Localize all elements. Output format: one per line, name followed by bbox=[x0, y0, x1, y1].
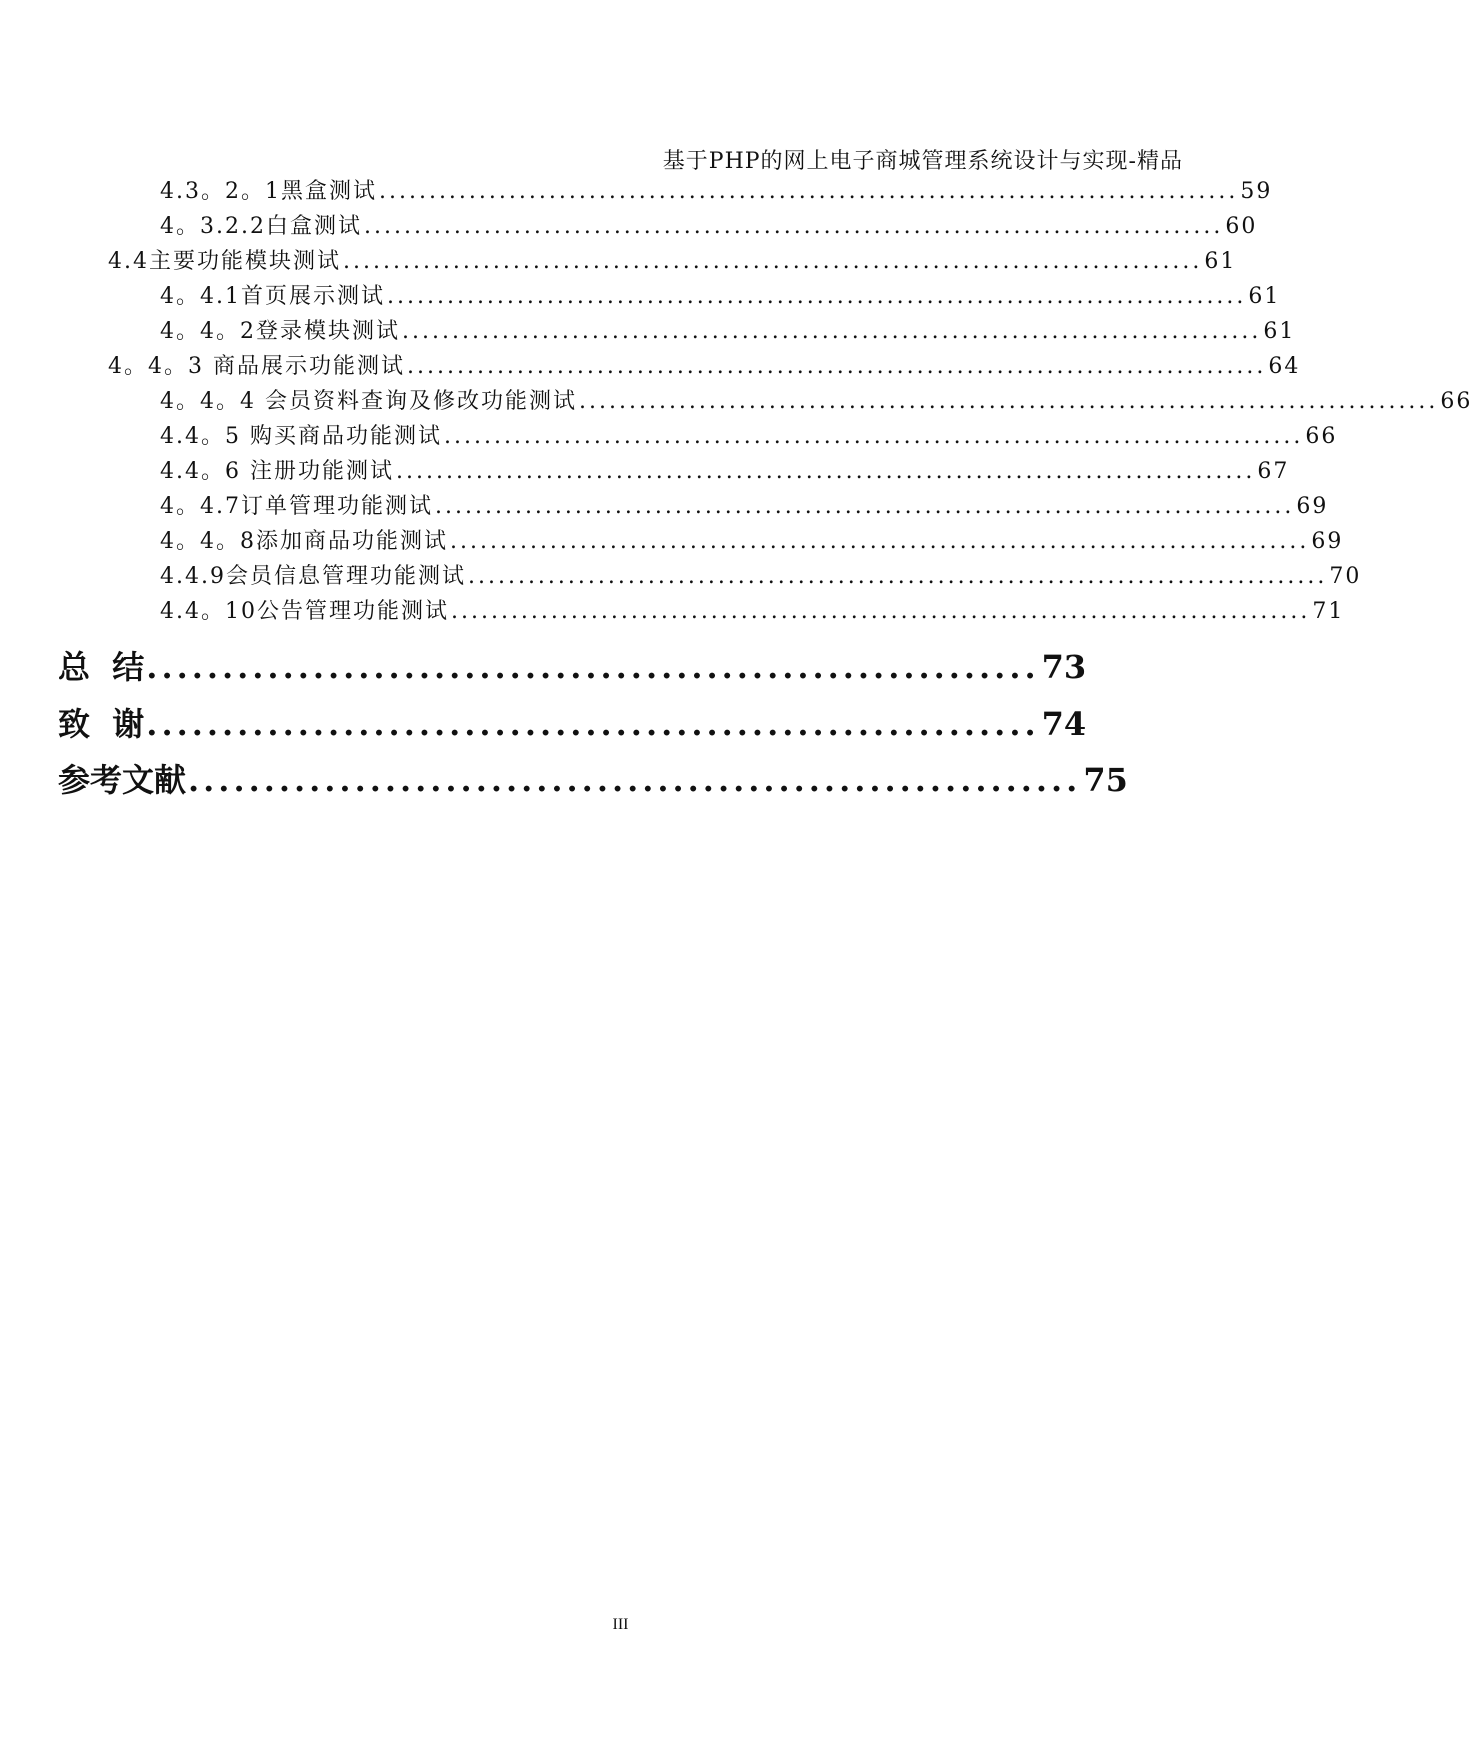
toc-entry-title: 4。4.1首页展示测试 bbox=[160, 284, 385, 309]
toc-entry-major[interactable] bbox=[58, 644, 1087, 690]
toc-entry-title: 4。4。2登录模块测试 bbox=[160, 319, 400, 344]
toc-entry-major[interactable] bbox=[58, 757, 1128, 803]
toc-entry-title: 4。4.7订单管理功能测试 bbox=[160, 494, 433, 519]
toc-entry[interactable] bbox=[160, 422, 1338, 452]
toc-dot-leader: ........................................................... bbox=[188, 761, 1082, 799]
toc-entry[interactable] bbox=[160, 177, 1273, 207]
toc-entry[interactable] bbox=[160, 562, 1362, 592]
toc-entry[interactable] bbox=[160, 317, 1296, 347]
toc-entry-page: 59 bbox=[1240, 179, 1273, 204]
toc-entry[interactable] bbox=[160, 527, 1344, 557]
page-number: III bbox=[612, 1616, 629, 1633]
toc-entry-page: 69 bbox=[1311, 529, 1344, 554]
toc-entry-page: 71 bbox=[1312, 599, 1345, 624]
toc-entry-title: 4.4。5 购买商品功能测试 bbox=[160, 424, 442, 449]
running-header: 基于PHP的网上电子商城管理系统设计与实现-精品 bbox=[662, 149, 1183, 174]
toc-dot-leader: ........................................................... bbox=[146, 705, 1040, 743]
toc-entry-title: 4。4。3 商品展示功能测试 bbox=[108, 354, 405, 379]
toc-entry-title: 总 结 bbox=[58, 648, 145, 686]
toc-entry-page: 67 bbox=[1257, 459, 1290, 484]
toc-entry-page: 75 bbox=[1083, 761, 1128, 799]
toc-dot-leader: ...................................................................................... bbox=[343, 249, 1203, 274]
toc-entry[interactable] bbox=[160, 282, 1281, 312]
toc-entry-page: 60 bbox=[1225, 214, 1258, 239]
toc-entry-title: 致 谢 bbox=[58, 705, 145, 743]
toc-dot-leader: ...................................................................................... bbox=[435, 494, 1295, 519]
toc-entry-page: 61 bbox=[1204, 249, 1237, 274]
toc-entry-title: 4.3。2。1黑盒测试 bbox=[160, 179, 377, 204]
toc-entry-page: 64 bbox=[1268, 354, 1301, 379]
toc-entry-page: 61 bbox=[1248, 284, 1281, 309]
toc-dot-leader: ...................................................................................... bbox=[407, 354, 1267, 379]
toc-dot-leader: ...................................................................................... bbox=[467, 564, 1328, 589]
toc-entry[interactable] bbox=[160, 492, 1329, 522]
toc-entry-page: 73 bbox=[1041, 648, 1087, 686]
toc-entry[interactable] bbox=[160, 597, 1345, 627]
toc-dot-leader: ...................................................................................... bbox=[402, 319, 1262, 344]
toc-dot-leader: ........................................................... bbox=[146, 648, 1040, 686]
toc-entry[interactable] bbox=[108, 352, 1301, 382]
toc-entry-title: 4.4.9会员信息管理功能测试 bbox=[160, 564, 466, 589]
toc-entry-page: 61 bbox=[1263, 319, 1296, 344]
toc-entry-page: 66 bbox=[1305, 424, 1338, 449]
toc-entry-title: 4.4主要功能模块测试 bbox=[108, 249, 341, 274]
toc-entry[interactable] bbox=[160, 212, 1258, 242]
toc-dot-leader: ...................................................................................... bbox=[443, 424, 1304, 449]
toc-entry-title: 4。3.2.2白盒测试 bbox=[160, 214, 362, 239]
toc-entry-page: 66 bbox=[1440, 389, 1472, 414]
toc-entry-title: 4.4。6 注册功能测试 bbox=[160, 459, 394, 484]
toc-entry[interactable] bbox=[160, 457, 1290, 487]
toc-entry-title: 4.4。10公告管理功能测试 bbox=[160, 599, 449, 624]
toc-entry[interactable] bbox=[108, 247, 1237, 277]
toc-dot-leader: ...................................................................................... bbox=[395, 459, 1256, 484]
toc-entry-title: 参考文献 bbox=[58, 761, 187, 799]
toc-dot-leader: ...................................................................................... bbox=[450, 599, 1311, 624]
toc-dot-leader: ...................................................................................... bbox=[450, 529, 1310, 554]
toc-dot-leader: ...................................................................................... bbox=[579, 389, 1439, 414]
toc-entry-major[interactable] bbox=[58, 701, 1087, 747]
toc-entry-page: 74 bbox=[1041, 705, 1087, 743]
toc-entry-page: 69 bbox=[1296, 494, 1329, 519]
toc-entry[interactable] bbox=[160, 387, 1472, 417]
toc-entry-title: 4。4。4 会员资料查询及修改功能测试 bbox=[160, 389, 577, 414]
toc-dot-leader: ...................................................................................... bbox=[363, 214, 1224, 239]
toc-entry-page: 70 bbox=[1329, 564, 1362, 589]
toc-entry-title: 4。4。8添加商品功能测试 bbox=[160, 529, 448, 554]
toc-dot-leader: ...................................................................................... bbox=[387, 284, 1247, 309]
toc-dot-leader: ...................................................................................... bbox=[378, 179, 1239, 204]
